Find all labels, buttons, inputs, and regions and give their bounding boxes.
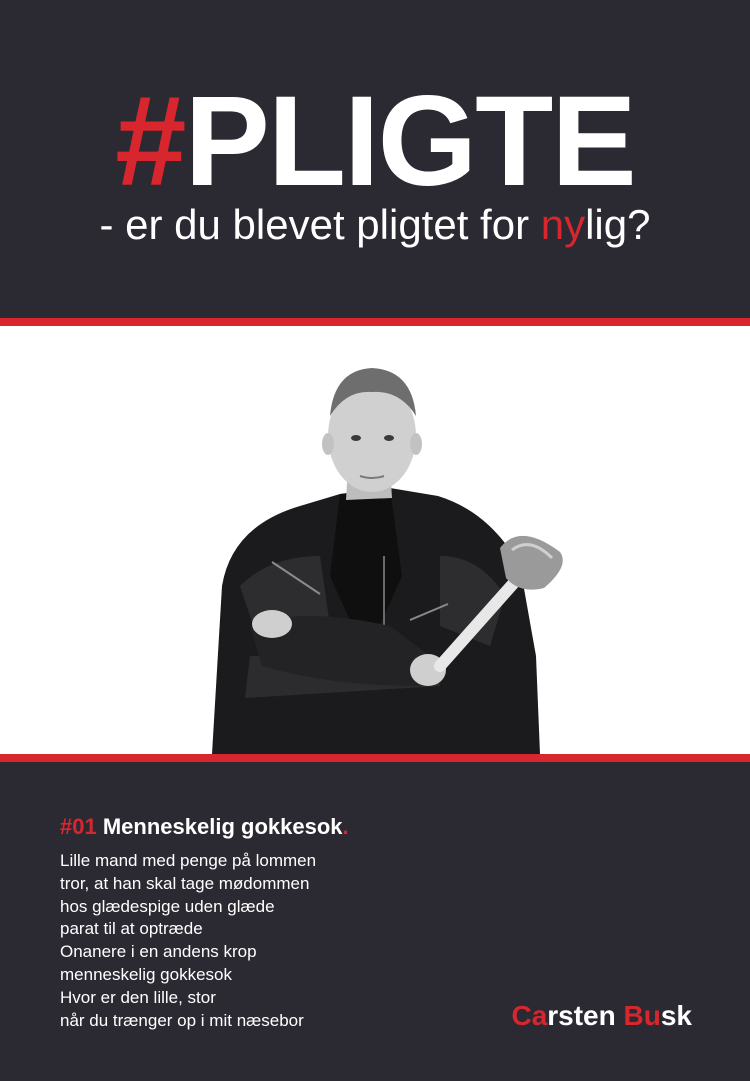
cover-photo — [0, 326, 750, 754]
poem-title-dot: . — [342, 814, 349, 839]
poem-line: når du trænger op i mit næsebor — [60, 1010, 304, 1030]
cover-header — [0, 0, 750, 318]
subtitle-post: lig? — [585, 201, 651, 248]
poem-line: tror, at han skal tage mødommen — [60, 873, 310, 893]
poem-line: Lille mand med penge på lommen — [60, 851, 317, 870]
author-last-rest: sk — [660, 1000, 692, 1031]
poem-text — [60, 850, 316, 1032]
book-subtitle — [0, 200, 750, 250]
poem-line: parat til at optræde — [60, 919, 203, 939]
book-title — [0, 70, 750, 213]
author-first-red: Ca — [511, 1000, 548, 1031]
poem-title-text: Menneskelig gokkesok — [102, 814, 343, 839]
title-word: PLIGTE — [184, 70, 635, 213]
poem-number: 01 — [72, 814, 97, 839]
red-divider-bottom — [0, 754, 750, 762]
title-hash: # — [115, 70, 185, 213]
poem-line: Hvor er den lille, stor — [60, 987, 216, 1007]
poem-line: Onanere i en andens krop — [60, 942, 257, 962]
poem-number-hash: # — [60, 814, 73, 839]
author-name — [511, 1000, 692, 1032]
author-first-rest: rsten — [547, 1000, 624, 1031]
subtitle-red: ny — [540, 201, 586, 248]
red-divider-top — [0, 318, 750, 326]
subtitle-pre: - er du blevet pligtet for — [99, 201, 541, 248]
poem-line: hos glædespige uden glæde — [60, 896, 275, 916]
author-last-red: Bu — [623, 1000, 661, 1031]
poem-line: menneskelig gokkesok — [60, 964, 232, 984]
poem-title — [60, 814, 349, 840]
man-with-plunger-photo — [0, 326, 750, 754]
